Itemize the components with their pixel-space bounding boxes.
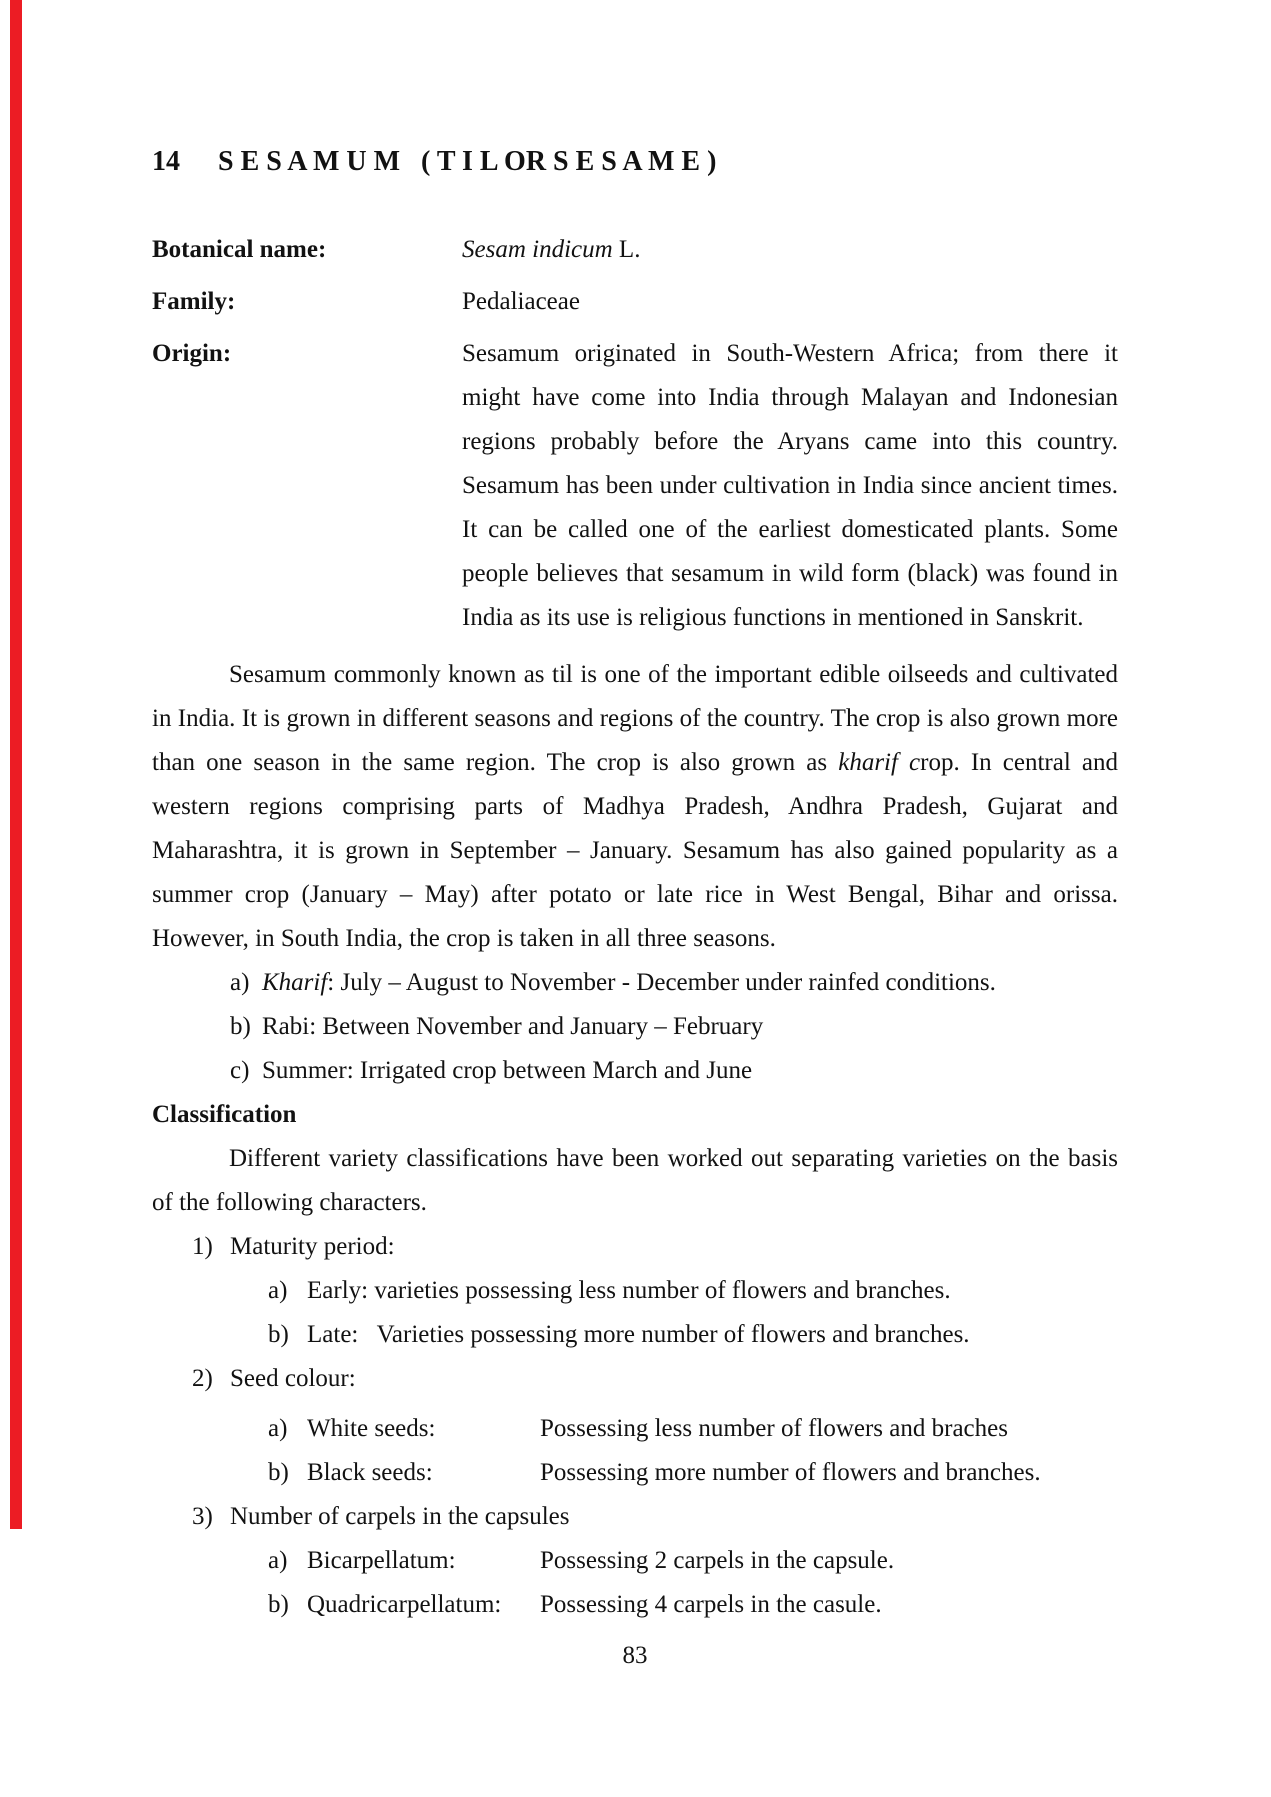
subitem-definition: Possessing 2 carpels in the capsule. [540,1547,895,1574]
intro-italic: kharif c [838,749,921,776]
subitem-text: Early: varieties possessing less number of flowers and branches. [307,1277,951,1304]
list-marker: a) [230,969,250,996]
subitem-late [152,1313,1118,1357]
intro-paragraph [152,653,1118,961]
page-content [152,140,1118,1678]
chapter-number: 14 [152,146,180,177]
list-marker: a) [268,1277,288,1304]
intro-part2: rop. In central and western regions comprising parts of Madhya Pradesh, Andhra Pradesh, Gujarat and Maharashtra, it is grown in September – January. Sesamum has also gained popularity as a summer crop (January – May) after potato or late rice in West Bengal, Bihar and orissa. However, in South India, the crop is taken in all three seasons. [152,749,1118,952]
botanical-name-row [152,228,1118,272]
subitem-quadricarpellatum [152,1583,1118,1627]
subitem-term: White seeds: [307,1415,436,1442]
chapter-title: S E S A M U M ( T I L OR S E S A M E ) [218,146,717,177]
season-desc: Summer: Irrigated crop between March and June [262,1057,753,1084]
list-marker: b) [268,1591,289,1618]
classification-item-maturity [152,1225,1118,1269]
list-marker: 3) [192,1503,213,1530]
season-text [262,1049,1118,1093]
subitem-definition: Possessing more number of flowers and branches. [540,1459,1041,1486]
subitem-term: Quadricarpellatum: [307,1591,502,1618]
subitem-definition: Possessing 4 carpels in the casule. [540,1591,882,1618]
classification-heading: Classification [152,1101,297,1128]
list-marker: b) [268,1321,289,1348]
botanical-name-italic: Sesam indicum [462,236,613,263]
botanical-name-suffix: L. [612,236,641,263]
subitem-text: Late: Varieties possessing more number of flowers and branches. [307,1321,970,1348]
season-term-italic: Kharif [262,969,328,996]
origin-label: Origin: [152,340,232,367]
botanical-name-colon: : [317,236,327,263]
season-desc: Rabi: Between November and January – February [262,1013,764,1040]
subitem-white-seeds [152,1407,1118,1451]
list-marker: 2) [192,1365,213,1392]
list-marker: 1) [192,1233,213,1260]
classification-item-title: Maturity period: [230,1233,395,1260]
botanical-name-label-text: Botanical name [152,236,318,263]
botanical-name-label [152,228,462,272]
subitem-black-seeds [152,1451,1118,1495]
list-marker: b) [268,1459,289,1486]
page-number: 83 [622,1642,648,1669]
list-marker: b) [230,1013,251,1040]
season-item-summer [152,1049,1118,1093]
subitem-term: Bicarpellatum: [307,1547,456,1574]
season-desc: : July – August to November - December under rainfed conditions. [327,969,996,996]
list-marker: c) [230,1057,250,1084]
origin-row [152,332,1118,640]
classification-item-seed-colour [152,1357,1118,1401]
family-value: Pedaliaceae [462,288,580,315]
origin-paragraph: Sesamum originated in South-Western Africa; from there it might have come into India through Malayan and Indonesian regions probably before the Aryans came into this country. Sesamum has been under cultivation in India since ancient times. It can be called one of the earliest domesticated plants. Some people believes that sesamum in wild form (black) was found in India as its use is religious functions in mentioned in Sanskrit. [462,340,1118,631]
classification-intro: Different variety classifications have been worked out separating varieties on the basis of the following characters. [152,1145,1118,1216]
season-text [262,1005,1118,1049]
list-marker: a) [268,1547,288,1574]
red-margin-line [10,0,22,1529]
botanical-name-value [462,228,1118,272]
subitem-early [152,1269,1118,1313]
subitem-term: Black seeds: [307,1459,433,1486]
classification-item-carpels [152,1495,1118,1539]
season-text [262,961,1118,1005]
classification-item-title: Seed colour: [230,1365,356,1392]
list-marker: a) [268,1415,288,1442]
family-label: Family: [152,288,236,315]
family-row [152,280,1118,324]
intro-part1: Sesamum commonly known as til is one of the important edible oilseeds and cultivated in India. It is grown in different seasons and regions of the country. The crop is also grown more than one season in the same region. The crop is also grown as [152,661,1118,776]
chapter-heading [152,140,1118,184]
subitem-definition: Possessing less number of flowers and braches [540,1415,1008,1442]
season-item-rabi [152,1005,1118,1049]
subitem-bicarpellatum [152,1539,1118,1583]
season-item-kharif [152,961,1118,1005]
classification-item-title: Number of carpels in the capsules [230,1503,570,1530]
